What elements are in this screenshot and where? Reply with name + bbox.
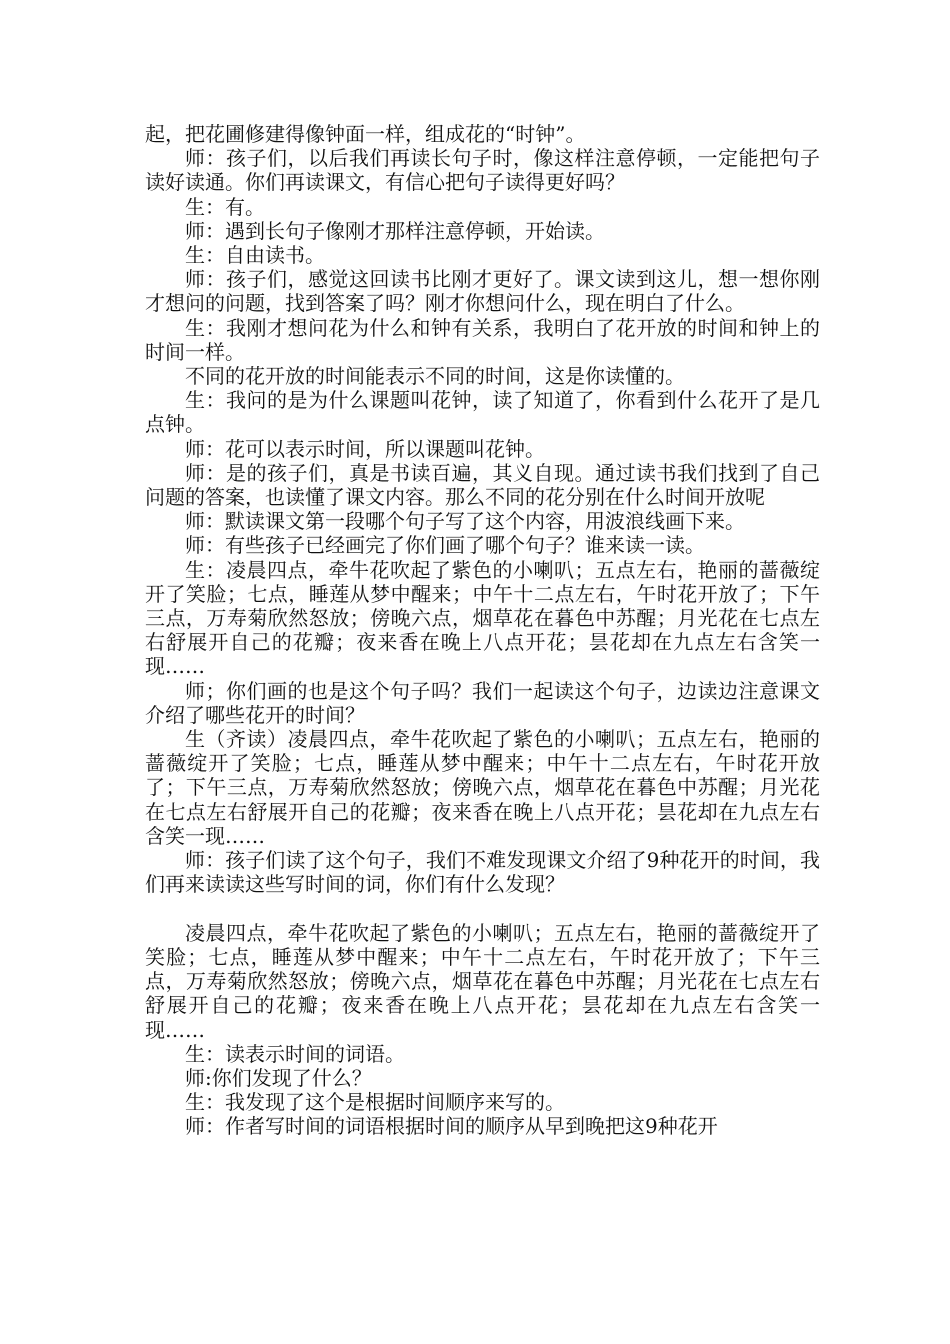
paragraph: 生（齐读）凌晨四点，牵牛花吹起了紫色的小喇叭；五点左右，艳丽的蔷薇绽开了笑脸；七点，睡莲从梦中醒来；中午十二点左右，午时花开放了；下午三点，万寿菊欣然怒放；傍晚六点，烟草花在暮色中苏醒；月光花在七点左右舒展开自己的花瓣；夜来香在晚上八点开花；昙花却在九点左右含笑一现…… <box>145 727 820 848</box>
paragraph: 师：孩子们读了这个句子，我们不难发现课文介绍了9种花开的时间，我们再来读读这些写时间的词，你们有什么发现？ <box>145 848 820 897</box>
paragraph: 师:你们发现了什么？ <box>185 1065 372 1090</box>
paragraph: 不同的花开放的时间能表示不同的时间，这是你读懂的。 <box>185 364 685 389</box>
paragraph: 师：作者写时间的词语根据时间的顺序从早到晚把这9种花开 <box>185 1114 718 1139</box>
paragraph: 师：孩子们，感觉这回读书比刚才更好了。课文读到这儿，想一想你刚才想问的问题，找到答案了吗？刚才你想问什么，现在明白了什么。 <box>145 267 820 316</box>
paragraph: 师：有些孩子已经画完了你们画了哪个句子？谁来读一读。 <box>185 533 705 558</box>
paragraph: 师：是的孩子们，真是书读百遍，其义自现。通过读书我们找到了自己问题的答案，也读懂了课文内容。那么不同的花分别在什么时间开放呢 <box>145 460 820 510</box>
paragraph: 生：读表示时间的词语。 <box>185 1041 405 1066</box>
blank-line <box>145 897 820 921</box>
paragraph: 生：凌晨四点，牵牛花吹起了紫色的小喇叭；五点左右，艳丽的蔷薇绽开了笑脸；七点，睡莲从梦中醒来；中午十二点左右，午时花开放了；下午三点，万寿菊欣然怒放；傍晚六点，烟草花在暮色中苏醒；月光花在七点左右舒展开自己的花瓣；夜来香在晚上八点开花；昙花却在九点左右含笑一现…… <box>145 557 820 679</box>
paragraph: 生：我问的是为什么课题叫花钟，读了知道了，你看到什么花开了是几点钟。 <box>145 388 820 437</box>
paragraph: 起，把花圃修建得像钟面一样，组成花的“时钟”。 <box>145 122 586 146</box>
paragraph: 师：孩子们，以后我们再读长句子时，像这样注意停顿，一定能把句子读好读通。你们再读课文，有信心把句子读得更好吗？ <box>145 146 820 195</box>
paragraph: 生：有。 <box>185 194 265 219</box>
document-page <box>145 122 820 1139</box>
paragraph: 师：遇到长句子像刚才那样注意停顿，开始读。 <box>185 218 605 243</box>
paragraph: 凌晨四点，牵牛花吹起了紫色的小喇叭；五点左右，艳丽的蔷薇绽开了笑脸；七点，睡莲从梦中醒来；中午十二点左右，午时花开放了；下午三点，万寿菊欣然怒放；傍晚六点，烟草花在暮色中苏醒；月光花在七点左右舒展开自己的花瓣；夜来香在晚上八点开花；昙花却在九点左右含笑一现…… <box>145 920 820 1042</box>
paragraph: 生：自由读书。 <box>185 243 325 268</box>
paragraph: 生：我刚才想问花为什么和钟有关系，我明白了花开放的时间和钟上的时间一样。 <box>145 315 820 364</box>
paragraph: 生：我发现了这个是根据时间顺序来写的。 <box>185 1090 565 1115</box>
paragraph: 师；你们画的也是这个句子吗？我们一起读这个句子，边读边注意课文介绍了哪些花开的时间？ <box>145 678 820 727</box>
paragraph: 师：默读课文第一段哪个句子写了这个内容，用波浪线画下来。 <box>185 509 745 534</box>
paragraph: 师：花可以表示时间，所以课题叫花钟。 <box>185 436 545 461</box>
